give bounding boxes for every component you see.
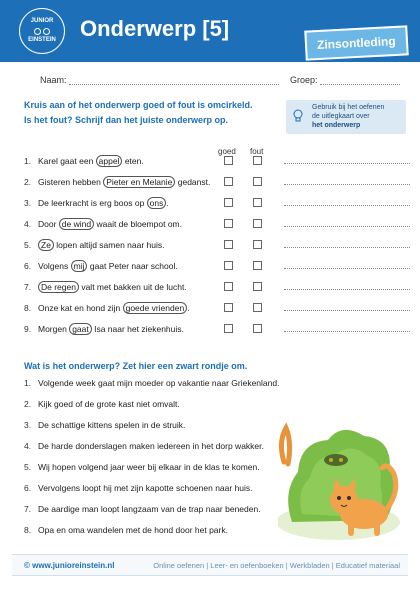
answer-line[interactable]	[284, 331, 410, 332]
sentence-pre: Door	[38, 219, 59, 229]
row-number: 7.	[24, 504, 32, 514]
group-line[interactable]	[320, 77, 400, 85]
row-sentence[interactable]: Kijk goed of de grote kast niet omvalt.	[38, 399, 180, 409]
exercise1-row	[24, 215, 414, 235]
row-sentence[interactable]: De aardige man loopt langzaam van de trap naar beneden.	[38, 504, 261, 514]
circled-word: De regen	[38, 281, 79, 293]
tip-line-3: het onderwerp	[312, 122, 361, 129]
row-sentence[interactable]: Wij hopen volgend jaar weer bij elkaar in de klas te komen.	[38, 462, 260, 472]
answer-line[interactable]	[284, 289, 410, 290]
sentence-pre: Volgens	[38, 261, 71, 271]
tip-box	[286, 100, 406, 134]
row-sentence	[38, 324, 184, 334]
section1-instructions	[24, 98, 253, 128]
circled-word: Pieter en Melanie	[103, 176, 175, 188]
footer	[12, 554, 408, 576]
circled-word: ons	[147, 197, 167, 209]
junior-einstein-logo	[16, 5, 68, 57]
name-line[interactable]	[69, 77, 279, 85]
sentence-pre: De leerkracht is erg boos op	[38, 198, 147, 208]
exercise1-row	[24, 299, 414, 319]
group-field[interactable]	[290, 75, 400, 85]
row-sentence	[38, 219, 182, 229]
answer-line[interactable]	[284, 247, 410, 248]
row-sentence	[38, 303, 190, 313]
sentence-post: eten.	[122, 156, 144, 166]
row-sentence[interactable]: Volgende week gaat mijn moeder op vakantie naar Griekenland.	[38, 378, 280, 388]
section2-instruction: Wat is het onderwerp? Zet hier een zwart rondje om.	[24, 361, 248, 371]
row-number: 8.	[24, 303, 32, 313]
logo-top-text: JUNIOR	[30, 18, 54, 24]
tip-line-1: Gebruik bij het oefenen	[312, 104, 385, 111]
cat-bush-illustration	[278, 402, 404, 550]
instruction-line-1: Kruis aan of het onderwerp goed of fout is omcirkeld.	[24, 100, 253, 110]
row-number: 3.	[24, 420, 32, 430]
circled-word: mij	[71, 260, 88, 272]
good-checkbox[interactable]	[224, 219, 233, 228]
answer-line[interactable]	[284, 205, 410, 206]
exercise2-row[interactable]	[24, 374, 324, 394]
group-label: Groep:	[290, 75, 318, 85]
wrong-checkbox[interactable]	[253, 177, 262, 186]
col-good-header: goed	[218, 147, 236, 156]
sentence-post: waait de bloempot om.	[94, 219, 182, 229]
row-sentence	[38, 261, 178, 271]
wrong-checkbox[interactable]	[253, 156, 262, 165]
sentence-pre: Gisteren hebben	[38, 177, 104, 187]
answer-line[interactable]	[284, 163, 410, 164]
sentence-post: .	[187, 303, 190, 313]
answer-line[interactable]	[284, 226, 410, 227]
exercise1-row	[24, 152, 414, 172]
sentence-post: Isa naar het ziekenhuis.	[91, 324, 184, 334]
sentence-pre: Onze kat en hond zijn	[38, 303, 123, 313]
sentence-post: lopen altijd samen naar huis.	[53, 240, 165, 250]
sentence-pre: Karel gaat een	[38, 156, 96, 166]
row-number: 4.	[24, 219, 32, 229]
instruction-line-2: Is het fout? Schrijf dan het juiste onderwerp op.	[24, 115, 229, 125]
answer-line[interactable]	[284, 184, 410, 185]
good-checkbox[interactable]	[224, 324, 233, 333]
row-sentence[interactable]: Vervolgens loopt hij met zijn kapotte schoenen naar huis.	[38, 483, 253, 493]
row-sentence	[38, 282, 187, 292]
row-number: 5.	[24, 240, 32, 250]
row-sentence	[38, 177, 210, 187]
topic-badge: Zinsontleding	[305, 25, 409, 60]
row-number: 2.	[24, 399, 32, 409]
circled-word: appel	[96, 155, 123, 167]
row-number: 9.	[24, 324, 32, 334]
circled-word: de wind	[59, 218, 94, 230]
exercise1-row	[24, 236, 414, 256]
col-wrong-header: fout	[250, 147, 264, 156]
circled-word: goede vrienden	[123, 302, 188, 314]
wrong-checkbox[interactable]	[253, 303, 262, 312]
lightbulb-icon	[292, 109, 304, 123]
footer-url[interactable]: © www.junioreinstein.nl	[24, 561, 115, 570]
wrong-checkbox[interactable]	[253, 282, 262, 291]
row-number: 2.	[24, 177, 32, 187]
header-bar	[0, 0, 420, 62]
wrong-checkbox[interactable]	[253, 324, 262, 333]
row-number: 6.	[24, 483, 32, 493]
exercise1-row	[24, 278, 414, 298]
wrong-checkbox[interactable]	[253, 261, 262, 270]
good-checkbox[interactable]	[224, 282, 233, 291]
row-number: 6.	[24, 261, 32, 271]
circled-word: gaat	[69, 323, 92, 335]
wrong-checkbox[interactable]	[253, 219, 262, 228]
page-title: Onderwerp [5]	[80, 16, 230, 41]
row-number: 5.	[24, 462, 32, 472]
row-sentence	[38, 156, 144, 166]
footer-links[interactable]: Online oefenen | Leer- en oefenboeken | Werkbladen | Educatief materiaal	[153, 561, 400, 570]
row-sentence[interactable]: De harde donderslagen maken iedereen in het dorp wakker.	[38, 441, 264, 451]
row-number: 1.	[24, 378, 32, 388]
row-sentence	[38, 198, 169, 208]
row-sentence[interactable]: De schattige kittens spelen in de struik.	[38, 420, 186, 430]
row-number: 8.	[24, 525, 32, 535]
row-number: 4.	[24, 441, 32, 451]
name-field[interactable]	[40, 75, 279, 85]
name-label: Naam:	[40, 75, 67, 85]
exercise1-row	[24, 173, 414, 193]
row-number: 1.	[24, 156, 32, 166]
row-number: 3.	[24, 198, 32, 208]
answer-line[interactable]	[284, 268, 410, 269]
good-checkbox[interactable]	[224, 261, 233, 270]
answer-line[interactable]	[284, 310, 410, 311]
exercise1-row	[24, 320, 414, 340]
wrong-checkbox[interactable]	[253, 198, 262, 207]
wrong-checkbox[interactable]	[253, 240, 262, 249]
glasses-icon	[33, 25, 51, 37]
sentence-pre: Morgen	[38, 324, 70, 334]
row-number: 7.	[24, 282, 32, 292]
good-checkbox[interactable]	[224, 177, 233, 186]
good-checkbox[interactable]	[224, 198, 233, 207]
circled-word: Ze	[38, 239, 54, 251]
exercise1-row	[24, 194, 414, 214]
good-checkbox[interactable]	[224, 240, 233, 249]
sentence-post: .	[166, 198, 169, 208]
sentence-post: gedanst.	[175, 177, 211, 187]
tip-line-2: de uitlegkaart over	[312, 113, 370, 120]
good-checkbox[interactable]	[224, 303, 233, 312]
sentence-post: gaat Peter naar school.	[87, 261, 178, 271]
good-checkbox[interactable]	[224, 156, 233, 165]
logo-bottom-text: EINSTEIN	[28, 37, 56, 43]
sentence-post: valt met bakken uit de lucht.	[78, 282, 187, 292]
row-sentence[interactable]: Opa en oma wandelen met de hond door het park.	[38, 525, 228, 535]
row-sentence	[38, 240, 165, 250]
exercise1-row	[24, 257, 414, 277]
